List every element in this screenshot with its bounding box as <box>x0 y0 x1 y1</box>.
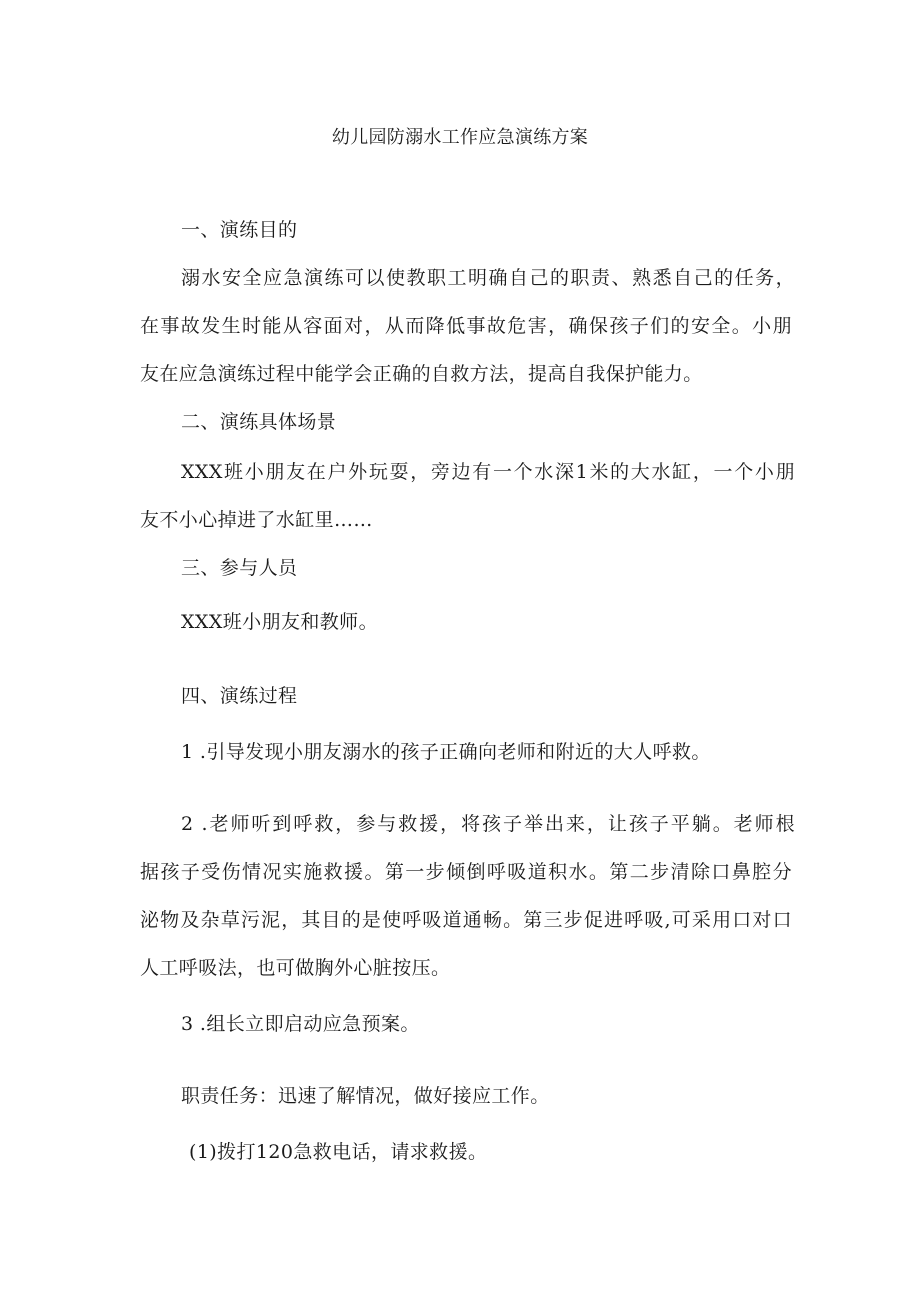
paragraph-line: 友在应急演练过程中能学会正确的自救方法，提高自我保护能力。 <box>140 363 703 385</box>
section-heading-process: 四、演练过程 <box>181 685 298 707</box>
paragraph-line: 据孩子受伤情况实施救援。第一步倾倒呼吸道积水。第二步清除口鼻腔分 <box>140 861 792 883</box>
paragraph-line: 人工呼吸法，也可做胸外心脏按压。 <box>140 957 451 979</box>
paragraph-line: 泌物及杂草污泥，其目的是使呼吸道通畅。第三步促进呼吸,可采用口对口 <box>140 909 792 931</box>
section-heading-participants: 三、参与人员 <box>181 557 298 579</box>
paragraph-line: 在事故发生时能从容面对，从而降低事故危害，确保孩子们的安全。小朋 <box>140 315 792 337</box>
list-item: 1 .引导发现小朋友溺水的孩子正确向老师和附近的大人呼救。 <box>181 741 711 763</box>
list-item: (1)拨打120急救电话，请求救援。 <box>189 1141 488 1163</box>
paragraph-line: XXX班小朋友和教师。 <box>181 611 378 633</box>
paragraph-line: 职责任务：迅速了解情况，做好接应工作。 <box>181 1085 550 1107</box>
section-heading-scenario: 二、演练具体场景 <box>181 411 337 433</box>
list-item: 2 .老师听到呼救，参与救援，将孩子举出来，让孩子平躺。老师根 <box>181 813 795 835</box>
section-heading-purpose: 一、演练目的 <box>181 219 298 241</box>
paragraph-line: XXX班小朋友在户外玩耍，旁边有一个水深1米的大水缸，一个小朋 <box>181 461 795 483</box>
paragraph-line: 溺水安全应急演练可以使教职工明确自己的职责、熟悉自己的任务， <box>181 267 795 289</box>
paragraph-line: 友不小心掉进了水缸里…… <box>140 509 373 531</box>
list-item: 3 .组长立即启动应急预案。 <box>181 1013 420 1035</box>
document-title: 幼儿园防溺水工作应急演练方案 <box>331 127 589 148</box>
